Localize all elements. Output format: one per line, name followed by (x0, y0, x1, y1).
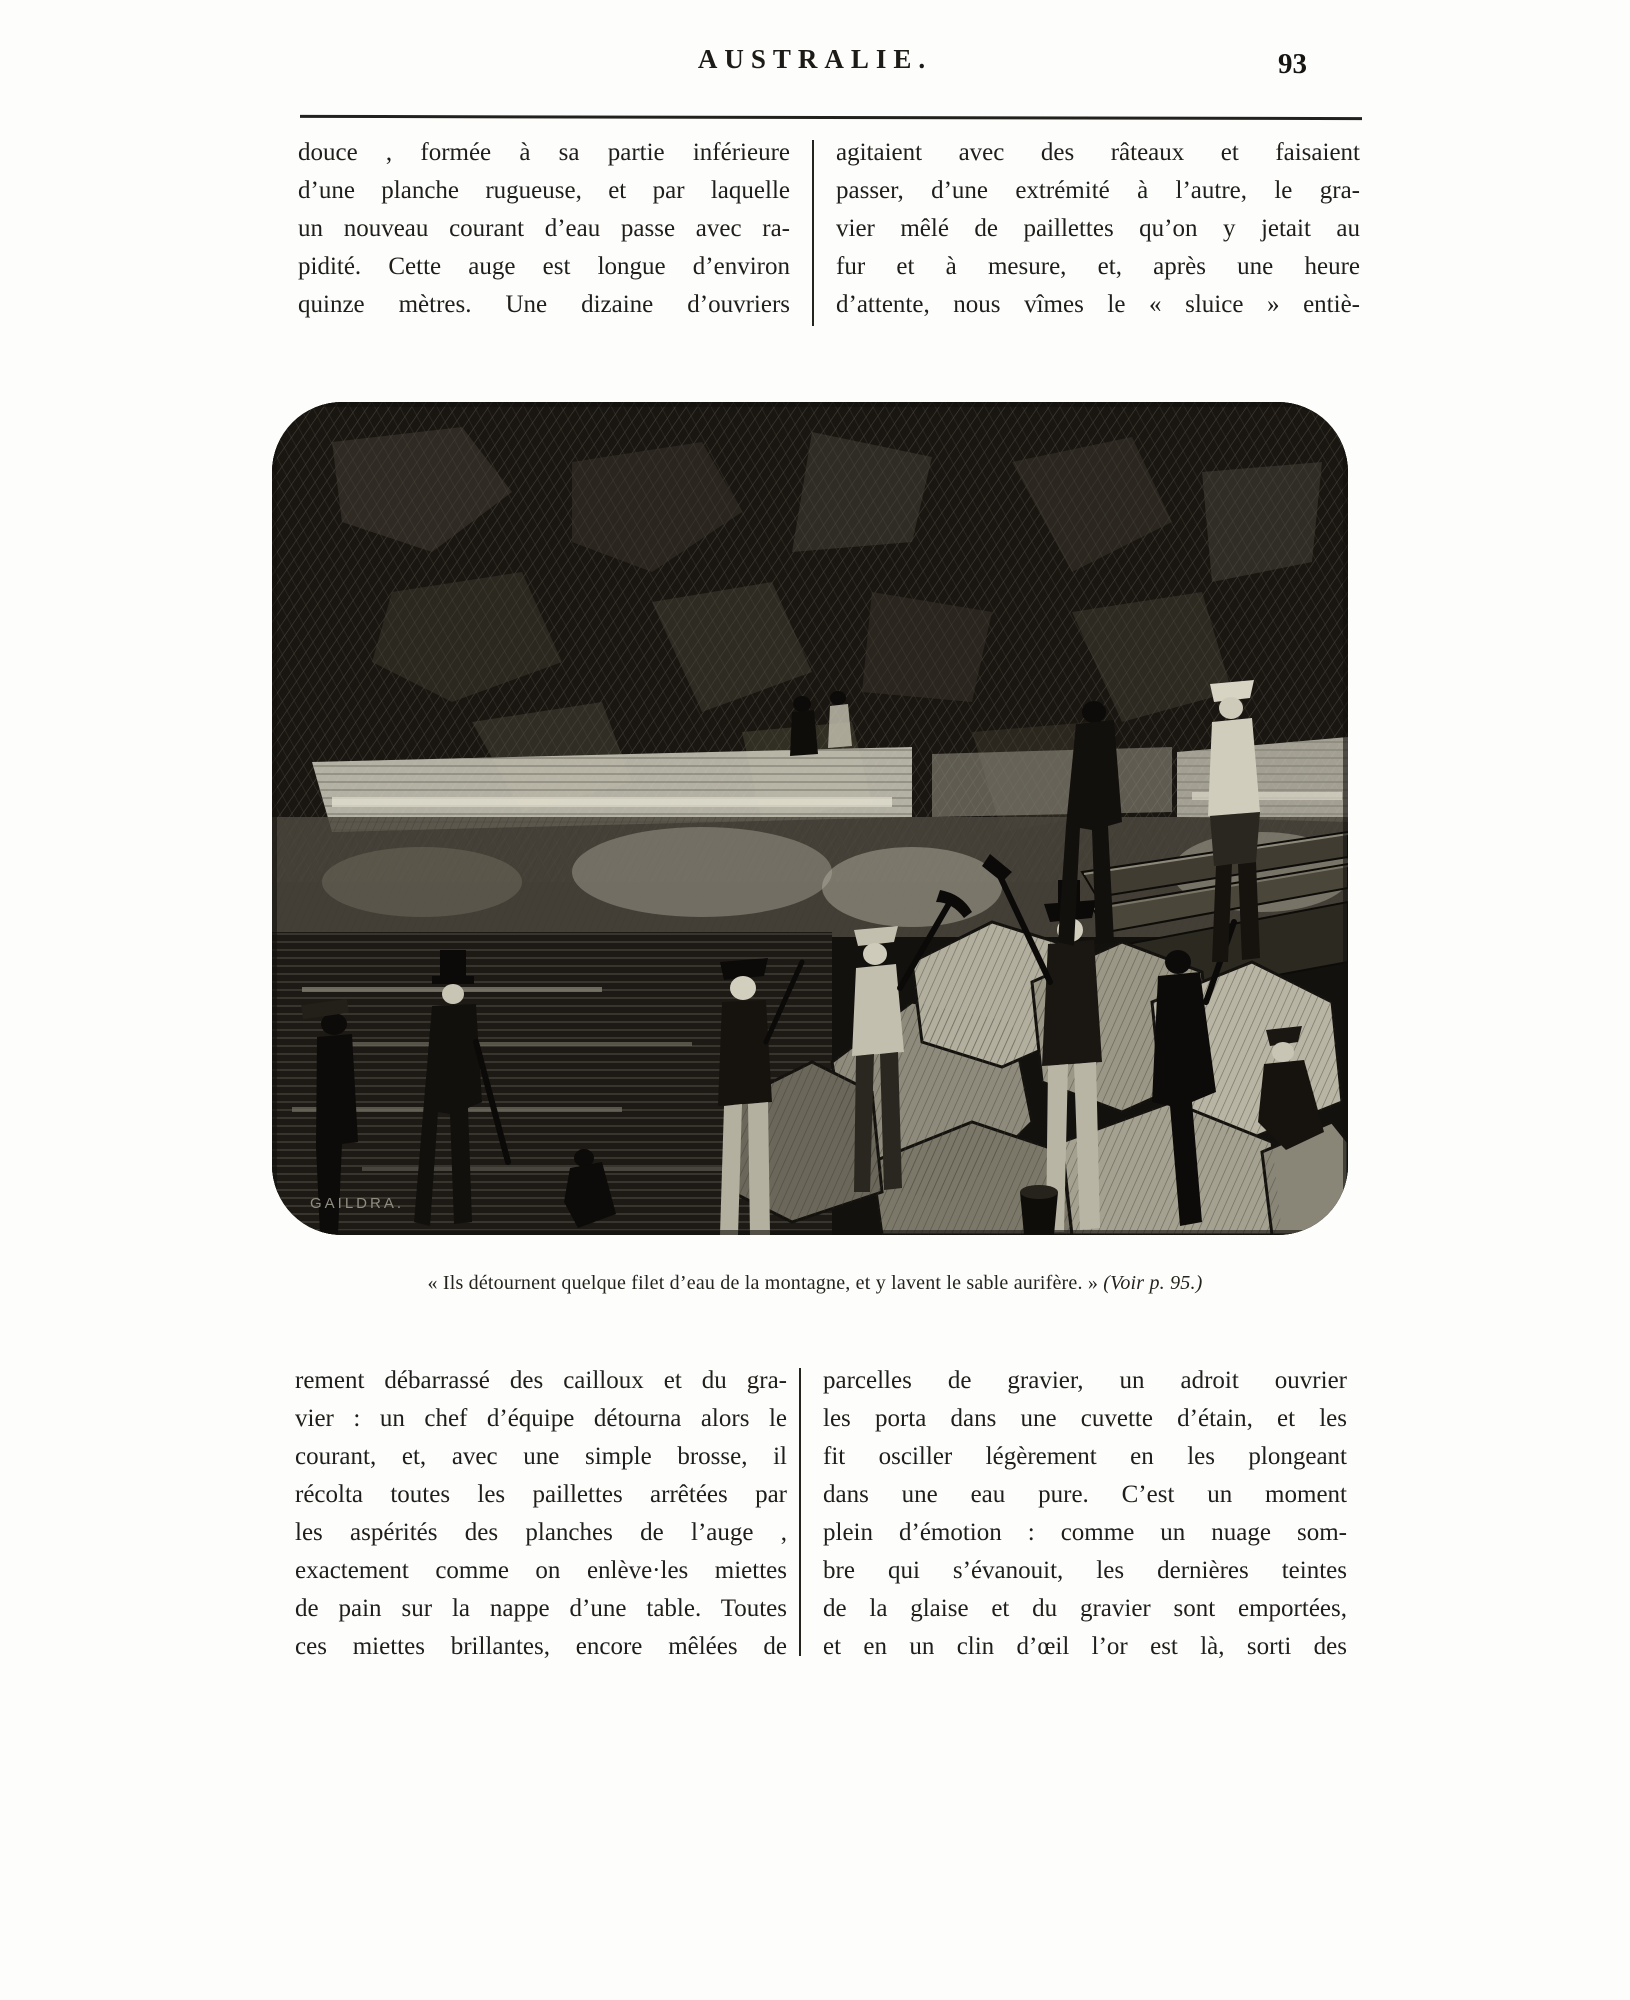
header-rule (300, 115, 1362, 120)
text-line: de pain sur la nappe d’une table. Toutes (295, 1595, 787, 1622)
text-line: passer, d’une extrémité à l’autre, le gra- (836, 177, 1360, 204)
text-line: quinze mètres. Une dizaine d’ouvriers (298, 291, 790, 318)
text-line: fit osciller légèrement en les plongeant (823, 1443, 1347, 1470)
running-head: AUSTRALIE. (697, 44, 933, 74)
top-right-column (836, 134, 1360, 324)
text-line: plein d’émotion : comme un nuage som- (823, 1519, 1347, 1546)
text-line: les porta dans une cuvette d’étain, et les (823, 1405, 1347, 1432)
caption-reference: (Voir p. 95.) (1103, 1272, 1203, 1294)
bottom-left-column (295, 1362, 787, 1666)
text-line: vier mêlé de paillettes qu’on y jetait au (836, 215, 1360, 242)
text-line: d’attente, nous vîmes le « sluice » entiè- (836, 291, 1360, 318)
caption-text: « Ils détournent quelque filet d’eau de la montagne, et y lavent le sable aurifère. » (427, 1272, 1104, 1294)
artist-signature: GAILDRA. (310, 1195, 405, 1212)
text-line: d’une planche rugueuse, et par laquelle (298, 177, 790, 204)
engraving-svg (272, 402, 1348, 1235)
text-line: vier : un chef d’équipe détourna alors le (295, 1405, 787, 1432)
illustration-caption (150, 1272, 1480, 1295)
text-line: douce , formée à sa partie inférieure (298, 139, 790, 166)
text-line: un nouveau courant d’eau passe avec ra- (298, 215, 790, 242)
text-line: pidité. Cette auge est longue d’environ (298, 253, 790, 280)
engraving-illustration (272, 402, 1348, 1235)
page-number: 93 (1278, 48, 1307, 80)
text-line: agitaient avec des râteaux et faisaient (836, 139, 1360, 166)
text-line: les aspérités des planches de l’auge , (295, 1519, 787, 1546)
text-line: fur et à mesure, et, après une heure (836, 253, 1360, 280)
text-line: et en un clin d’œil l’or est là, sorti des (823, 1633, 1347, 1660)
text-line: ces miettes brillantes, encore mêlées de (295, 1633, 787, 1660)
text-line: dans une eau pure. C’est un moment (823, 1481, 1347, 1508)
top-left-column (298, 134, 790, 324)
text-line: récolta toutes les paillettes arrêtées par (295, 1481, 787, 1508)
text-line: parcelles de gravier, un adroit ouvrier (823, 1367, 1347, 1394)
text-line: rement débarrassé des cailloux et du gra- (295, 1367, 787, 1394)
text-line: bre qui s’évanouit, les dernières teintes (823, 1557, 1347, 1584)
text-line: exactement comme on enlève·les miettes (295, 1557, 787, 1584)
column-divider (812, 140, 814, 326)
text-line: courant, et, avec une simple brosse, il (295, 1443, 787, 1470)
text-line: de la glaise et du gravier sont emportées, (823, 1595, 1347, 1622)
column-divider (799, 1368, 801, 1656)
bottom-right-column (823, 1362, 1347, 1666)
